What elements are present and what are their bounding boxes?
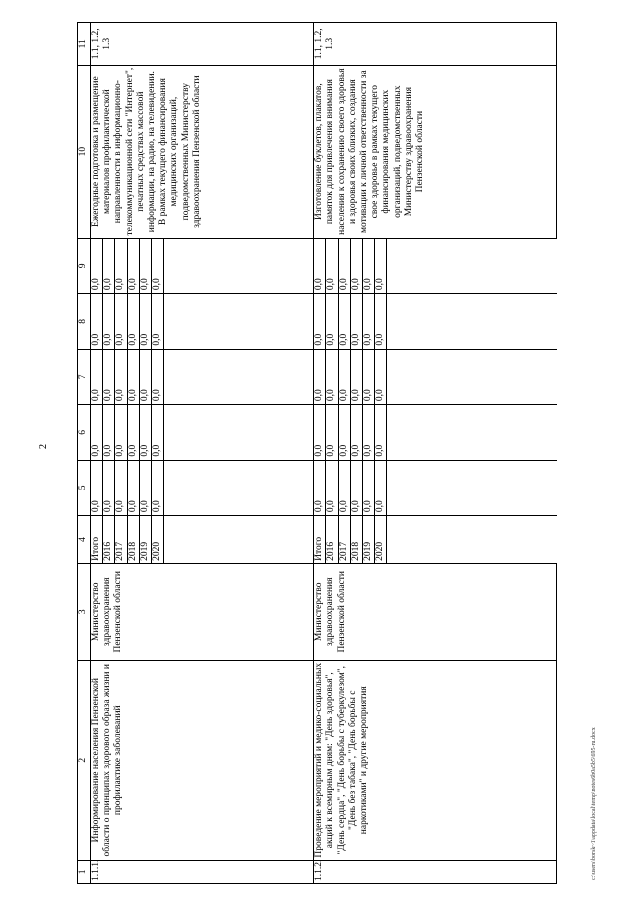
value-cell: 0,0: [103, 238, 115, 294]
measure-name: Проведение мероприятий и медико-социальных акций к всемирным дням: "День здоровья", "День сердца", "День борьбы с туберкулезом", "День без табака", "День борьбы с наркотиками" и другие мероприятия: [314, 660, 557, 860]
expected-result: Ежегодные подготовка и размещение материалов профилактической направленности в информационно-телекоммуникационной сети "Интернет", печатных средствах массовой информации, на радио, на телевидении. В рамках текущего финансирования медицинских организаций, подведомственных Министерству здравоохранения Пензенской области: [91, 65, 314, 238]
year-label: 2019: [139, 516, 151, 564]
value-cell: 0,0: [350, 294, 362, 350]
value-cell: 0,0: [375, 349, 387, 405]
value-cell: 0,0: [91, 238, 103, 294]
header-cell: 10: [78, 65, 91, 238]
header-cell: 3: [78, 563, 91, 660]
row-id: 1.1.1.: [91, 860, 314, 883]
value-cell: 0,0: [139, 349, 151, 405]
page-number: 2: [38, 444, 49, 449]
value-cell: 0,0: [139, 460, 151, 516]
value-cell: 0,0: [91, 349, 103, 405]
year-label: 2020: [152, 516, 164, 564]
empty-cell: [164, 294, 314, 350]
program-table: [77, 22, 557, 884]
value-cell: 0,0: [91, 294, 103, 350]
value-cell: 0,0: [152, 405, 164, 461]
value-cell: 0,0: [363, 460, 375, 516]
empty-cell: [387, 460, 557, 516]
value-cell: 0,0: [139, 238, 151, 294]
year-label: 2019: [363, 516, 375, 564]
value-cell: 0,0: [103, 294, 115, 350]
value-cell: 0,0: [326, 460, 338, 516]
year-label: Итого: [91, 516, 103, 564]
value-cell: 0,0: [127, 349, 139, 405]
value-cell: 0,0: [152, 460, 164, 516]
value-cell: 0,0: [152, 349, 164, 405]
empty-cell: [164, 516, 314, 564]
empty-cell: [164, 349, 314, 405]
year-label: Итого: [314, 516, 326, 564]
value-cell: 0,0: [152, 294, 164, 350]
value-cell: 0,0: [363, 405, 375, 461]
value-cell: 0,0: [375, 405, 387, 461]
value-cell: 0,0: [127, 405, 139, 461]
value-cell: 0,0: [338, 460, 350, 516]
value-cell: 0,0: [326, 405, 338, 461]
measure-name: Информирование населения Пензенской области о принципах здорового образа жизни и профилактике заболеваний: [91, 660, 314, 860]
year-label: 2017: [115, 516, 127, 564]
indicator-ref: 1.1, 1.2, 1.3: [91, 23, 314, 66]
value-cell: 0,0: [139, 405, 151, 461]
row-id: 1.1.2.: [314, 860, 557, 883]
year-label: 2018: [127, 516, 139, 564]
empty-cell: [164, 238, 314, 294]
year-label: 2017: [338, 516, 350, 564]
footer-file-path: c:\users\borsk~1\appdata\local\temp\notes6b0a5b5\695-ru.docx: [591, 727, 597, 880]
table-row: [91, 23, 103, 884]
value-cell: 0,0: [338, 405, 350, 461]
program-table-rotated: [77, 22, 582, 884]
value-cell: 0,0: [115, 238, 127, 294]
value-cell: 0,0: [91, 460, 103, 516]
value-cell: 0,0: [103, 349, 115, 405]
year-label: 2016: [326, 516, 338, 564]
value-cell: 0,0: [314, 460, 326, 516]
empty-cell: [387, 516, 557, 564]
header-cell: 1: [78, 860, 91, 883]
value-cell: 0,0: [363, 238, 375, 294]
value-cell: 0,0: [314, 405, 326, 461]
value-cell: 0,0: [338, 294, 350, 350]
year-label: 2016: [103, 516, 115, 564]
header-cell: 5: [78, 460, 91, 516]
value-cell: 0,0: [115, 294, 127, 350]
value-cell: 0,0: [115, 349, 127, 405]
value-cell: 0,0: [314, 294, 326, 350]
value-cell: 0,0: [375, 238, 387, 294]
year-label: 2020: [375, 516, 387, 564]
value-cell: 0,0: [91, 405, 103, 461]
empty-cell: [387, 294, 557, 350]
empty-cell: [387, 405, 557, 461]
value-cell: 0,0: [350, 349, 362, 405]
value-cell: 0,0: [127, 238, 139, 294]
value-cell: 0,0: [363, 294, 375, 350]
value-cell: 0,0: [115, 460, 127, 516]
value-cell: 0,0: [350, 460, 362, 516]
value-cell: 0,0: [314, 238, 326, 294]
value-cell: 0,0: [375, 294, 387, 350]
value-cell: 0,0: [139, 294, 151, 350]
header-cell: 9: [78, 238, 91, 294]
value-cell: 0,0: [326, 294, 338, 350]
header-row: [78, 23, 91, 884]
header-cell: 7: [78, 349, 91, 405]
header-cell: 4: [78, 516, 91, 564]
header-cell: 6: [78, 405, 91, 461]
value-cell: 0,0: [103, 460, 115, 516]
header-cell: 11: [78, 23, 91, 66]
executor: Министерство здравоохранения Пензенской области: [91, 563, 314, 660]
executor: Министерство здравоохранения Пензенской области: [314, 563, 557, 660]
value-cell: 0,0: [338, 238, 350, 294]
value-cell: 0,0: [350, 405, 362, 461]
table-row: [314, 23, 326, 884]
year-label: 2018: [350, 516, 362, 564]
value-cell: 0,0: [103, 405, 115, 461]
value-cell: 0,0: [127, 294, 139, 350]
indicator-ref: 1.1, 1.2, 1.3: [314, 23, 557, 66]
expected-result: Изготовление буклетов, плакатов, памяток для привлечения внимания населения к сохранению своего здоровья и здоровья своих близких, создания мотивации к личной ответственности за свое здоровье в рамках текущего финансирования медицинских организаций, подведомственных Министерству здравоохранения Пензенской области: [314, 65, 557, 238]
value-cell: 0,0: [152, 238, 164, 294]
value-cell: 0,0: [350, 238, 362, 294]
header-cell: 2: [78, 660, 91, 860]
value-cell: 0,0: [326, 238, 338, 294]
value-cell: 0,0: [363, 349, 375, 405]
empty-cell: [164, 460, 314, 516]
value-cell: 0,0: [326, 349, 338, 405]
value-cell: 0,0: [375, 460, 387, 516]
header-cell: 8: [78, 294, 91, 350]
empty-cell: [164, 405, 314, 461]
value-cell: 0,0: [127, 460, 139, 516]
value-cell: 0,0: [314, 349, 326, 405]
empty-cell: [387, 238, 557, 294]
value-cell: 0,0: [115, 405, 127, 461]
value-cell: 0,0: [338, 349, 350, 405]
empty-cell: [387, 349, 557, 405]
